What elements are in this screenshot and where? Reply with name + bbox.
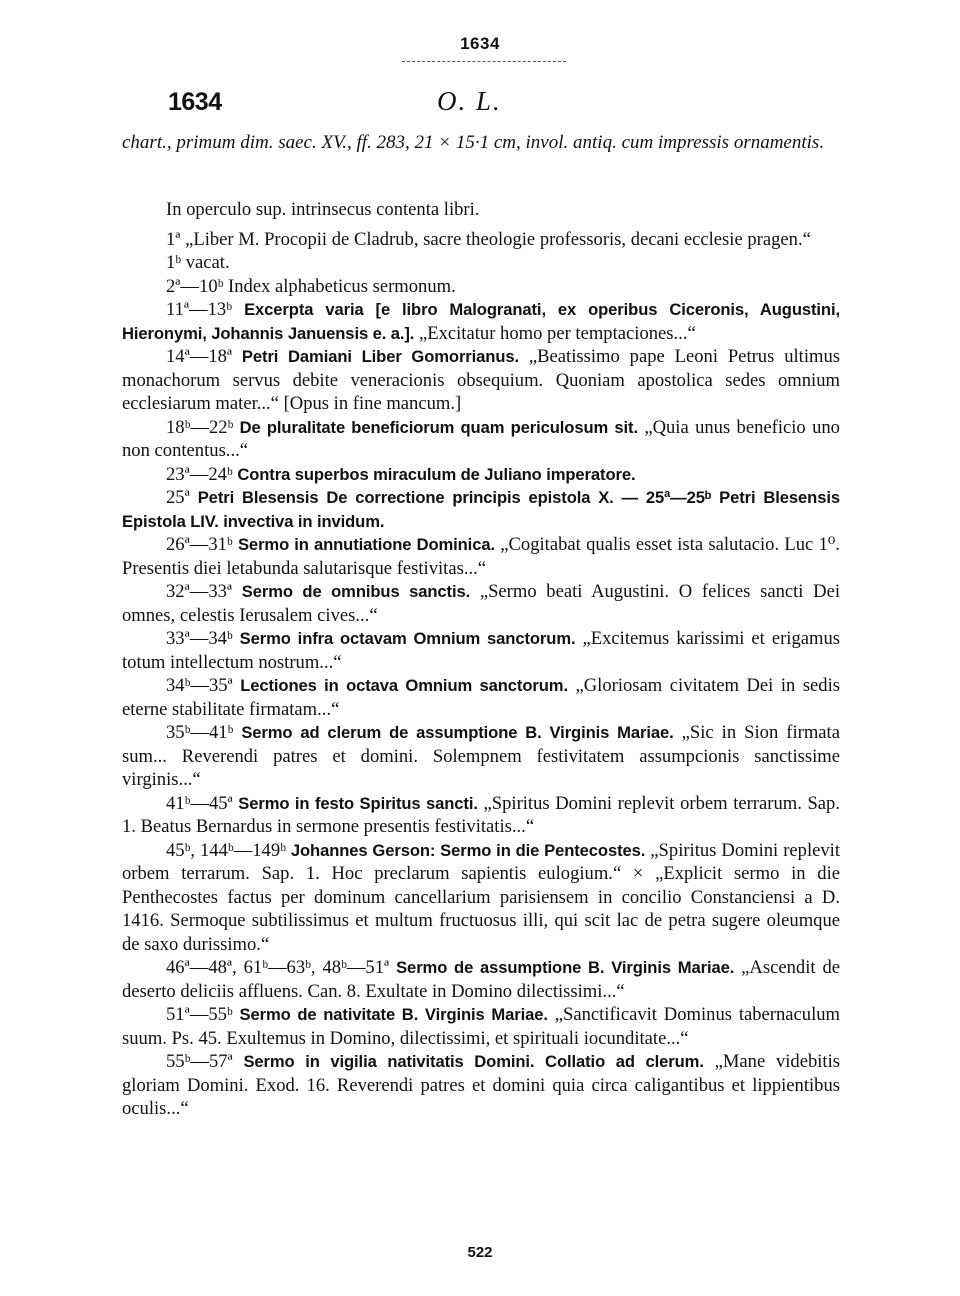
work-title: Johannes Gerson: Sermo in die Pentecostes. (290, 840, 646, 860)
work-title: Petri Damiani Liber Gomorrianus. (241, 347, 520, 366)
content-entry (122, 416, 840, 463)
entry-text: „Excitatur homo per temptaciones...“ (418, 322, 696, 344)
entry-text: „Spiritus Domini replevit orbem terrarum. Sap. 1. Beatus Bernardus in sermone presentis festivitatis...“ (122, 792, 841, 837)
folio-range: 35ᵇ—41ᵇ (166, 722, 234, 743)
entry-text: In operculo sup. intrinsecus contenta libri. (166, 199, 480, 220)
content-entry (122, 839, 840, 957)
work-title: Sermo in annutiatione Dominica. (237, 535, 495, 554)
content-entry (122, 198, 840, 222)
work-title: Sermo de omnibus sanctis. (241, 582, 471, 601)
content-entry (122, 486, 840, 533)
entry-text: „Gloriosam civitatem Dei in sedis eterne stabilitate firmatam...“ (122, 675, 841, 720)
content-entry (122, 533, 840, 580)
catalogue-entry-number: 1634 (168, 88, 222, 116)
work-title: Sermo ad clerum de assumptione B. Virginis Mariae. (241, 723, 674, 742)
folio-range: 41ᵇ—45ª (166, 792, 233, 814)
manuscript-description: chart., primum dim. saec. XV., ff. 283, 21 × 15·1 cm, invol. antiq. cum impressis ornamentis. (122, 132, 825, 153)
entry-text: vacat. (185, 252, 230, 273)
entry-text: Index alphabeticus sermonum. (228, 275, 456, 297)
entry-text: „Beatissimo pape Leoni Petrus ultimus monachorum servus debite veneracionis obsequium. Quoniam apostolica sedes omnium ecclesiarum mater...“ [Opus in fine mancum.] (122, 346, 840, 414)
work-title: Sermo infra octavam Omnium sanctorum. (239, 629, 576, 648)
folio-range: 25ª (166, 487, 190, 508)
content-entry (122, 627, 840, 674)
folio-range: 11ª—13ᵇ (166, 299, 232, 320)
entry-text: „Sermo beati Augustini. O felices sancti Dei omnes, celestis Ierusalem cives...“ (122, 581, 840, 626)
folio-range: 23ª—24ᵇ (166, 463, 233, 485)
entry-text: „Cogitabat qualis esset ista salutacio. Luc 1⁰. Presentis diei letabunda salutarisque festivitas...“ (122, 534, 840, 579)
folio-range: 18ᵇ—22ᵇ (166, 416, 234, 438)
content-entry (122, 674, 840, 721)
work-title: Sermo in vigilia nativitatis Domini. Collatio ad clerum. (243, 1052, 704, 1071)
folio-range: 2ª—10ᵇ (166, 275, 224, 297)
content-entry (122, 792, 840, 839)
contents-list (122, 198, 840, 1121)
content-entry (122, 298, 840, 345)
folio-range: 14ª—18ª (166, 346, 233, 367)
shelfmark: O. L. (437, 86, 502, 116)
content-entry (122, 580, 840, 627)
folio-range: 1ᵇ (166, 252, 182, 273)
work-title: De pluralitate beneficiorum quam periculosum sit. (239, 417, 638, 437)
page-number: 522 (467, 1244, 493, 1261)
folio-range: 1ª (166, 228, 181, 250)
entry-text: „Sanctificavit Dominus tabernaculum suum. Ps. 45. Exultemus in Domino, dilectissimi, et spirituali iocunditate...“ (122, 1004, 841, 1049)
work-title: Sermo de nativitate B. Virginis Mariae. (239, 1005, 548, 1024)
content-entry (122, 251, 840, 275)
folio-range: 32ª—33ª (166, 581, 233, 602)
work-title: Sermo de assumptione B. Virginis Mariae. (396, 958, 735, 977)
folio-range: 33ª—34ᵇ (166, 628, 233, 649)
work-title: Lectiones in octava Omnium sanctorum. (240, 676, 568, 695)
entry-text: „Liber M. Procopii de Cladrub, sacre theologie professoris, decani ecclesie pragen.“ (185, 228, 811, 250)
content-entry (122, 1050, 840, 1121)
work-title: Petri Blesensis De correctione principis epistola X. — 25ª—25ᵇ Petri Blesensis Epistola LIV. invectiva in invidum. (122, 488, 840, 531)
content-entry (122, 956, 840, 1003)
content-entry (122, 1003, 840, 1050)
work-title: Sermo in festo Spiritus sancti. (238, 793, 478, 813)
entry-text: „Mane videbitis gloriam Domini. Exod. 16. Reverendi patres et domini quia circa caligantibus et lippientibus oculis...“ (122, 1051, 840, 1119)
content-entry (122, 275, 840, 299)
work-title: Contra superbos miraculum de Juliano imperatore. (237, 464, 636, 484)
content-entry (122, 463, 840, 487)
entry-text: „Sic in Sion firmata sum... Reverendi patres et domini. Solempnem festivitatem assumpcionis sanctissime virginis...“ (122, 722, 840, 790)
running-head: 1634 (460, 34, 500, 53)
folio-range: 46ª—48ª, 61ᵇ—63ᵇ, 48ᵇ—51ª (166, 957, 390, 978)
content-entry (122, 228, 840, 252)
header-rule (402, 61, 566, 62)
folio-range: 51ª—55ᵇ (166, 1004, 233, 1025)
entry-text: „Spiritus Domini replevit orbem terrarum. Sap. 1. Hoc preclarum sapientis eulogium.“ × „Explicit sermo in die Penthecostes factus per dominum cancellarium parisiensem in concilio Constanciensi a D. 1416. Sermoque subtilissimus et multum fructuosus illi, qui scit lac de petra sugere oleumque de saxo durissimo.“ (122, 839, 841, 955)
entry-text: „Quia unus beneficio uno non contentus...“ (122, 416, 840, 461)
folio-range: 55ᵇ—57ª (166, 1051, 233, 1072)
content-entry (122, 721, 840, 792)
content-entry (122, 345, 840, 416)
work-title: Excerpta varia [e libro Malogranati, ex operibus Ciceronis, Augustini, Hieronymi, Johannis Januensis e. a.]. (122, 300, 840, 343)
entry-text: „Excitemus karissimi et erigamus totum intellectum nostrum...“ (122, 628, 840, 673)
entry-text: „Ascendit de deserto deliciis affluens. Can. 8. Exultate in Domino dilectissimi...“ (122, 957, 840, 1002)
folio-range: 45ᵇ, 144ᵇ—149ᵇ (166, 839, 286, 861)
folio-range: 34ᵇ—35ª (166, 675, 233, 696)
folio-range: 26ª—31ᵇ (166, 534, 233, 555)
